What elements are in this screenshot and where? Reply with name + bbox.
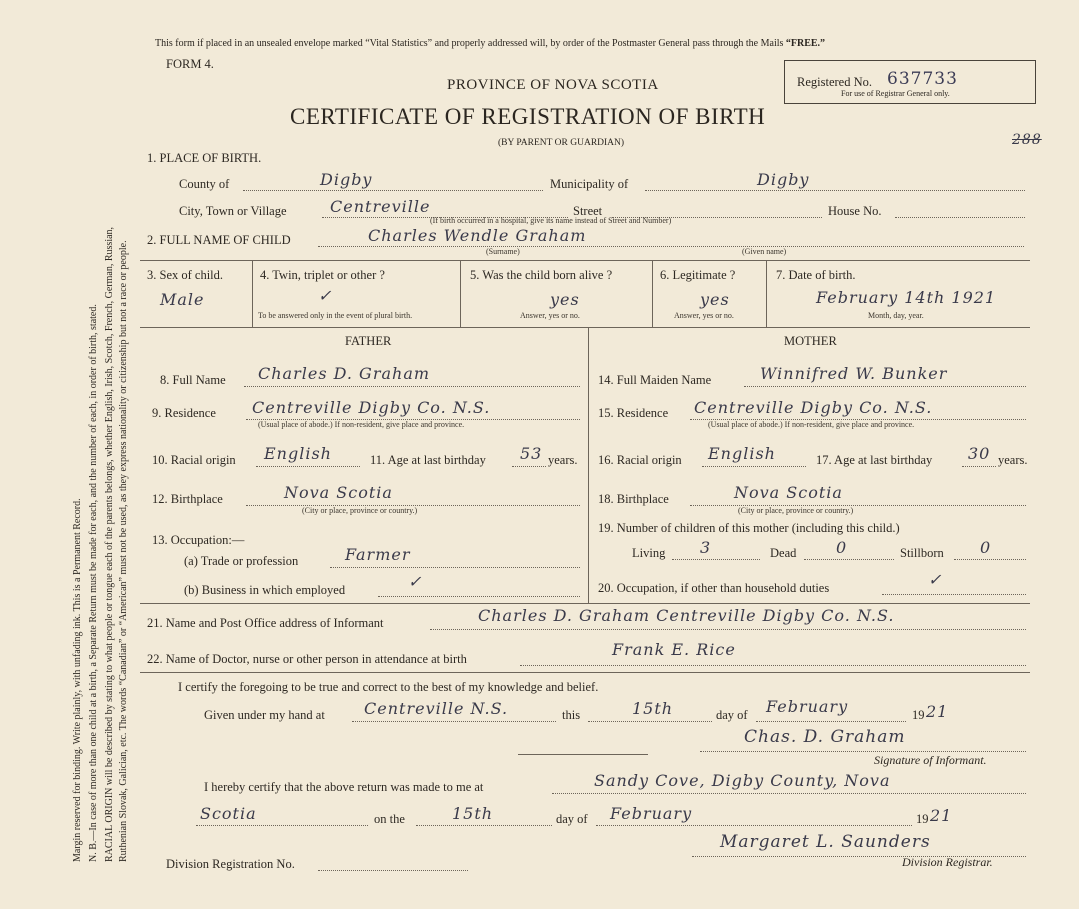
- municipality-value: Digby: [757, 170, 810, 189]
- registrar-place-value: Sandy Cove, Digby County, Nova: [594, 771, 891, 790]
- mother-age-label: 17. Age at last birthday: [816, 453, 933, 467]
- mother-occupation-value: ✓: [928, 570, 943, 589]
- registered-number: 637733: [887, 69, 958, 89]
- children-count-label: 19. Number of children of this mother (including this child.): [598, 521, 900, 535]
- this-label: this: [562, 708, 581, 722]
- certify-month-value: February: [766, 697, 849, 716]
- mother-race-value: English: [708, 444, 776, 463]
- registrar-place-value-cont: Scotia: [200, 804, 257, 823]
- father-years-label: years.: [548, 453, 578, 467]
- mother-occupation-label: 20. Occupation, if other than household duties: [598, 581, 830, 595]
- stillborn-label: Stillborn: [900, 546, 944, 560]
- informant-signature: Chas. D. Graham: [744, 727, 906, 747]
- dead-label: Dead: [770, 546, 797, 560]
- hospital-note: (If birth occurred in a hospital, give its name instead of Street and Number): [430, 216, 672, 225]
- registrar-on-label: on the: [374, 812, 405, 826]
- father-age-label: 11. Age at last birthday: [370, 453, 486, 467]
- mother-years-label: years.: [998, 453, 1028, 467]
- informant-value: Charles D. Graham Centreville Digby Co. N.S.: [478, 606, 895, 625]
- alive-value: yes: [550, 290, 580, 309]
- registered-label: Registered No.: [797, 75, 872, 89]
- surname-note: (Surname): [486, 247, 520, 256]
- registrar-day-value: 15th: [452, 804, 494, 823]
- father-name-value: Charles D. Graham: [258, 364, 431, 383]
- living-value: 3: [700, 538, 712, 557]
- side-note-racial-origin-cont: Ruthenian Slovak, Galician, etc. The words “Canadian” or “American” must not be used, as they express nationality or citizenship but not a race or people.: [118, 240, 129, 862]
- city-value: Centreville: [330, 197, 431, 216]
- father-trade-value: Farmer: [345, 545, 411, 564]
- county-value: Digby: [320, 170, 373, 189]
- father-residence-label: 9. Residence: [152, 406, 216, 420]
- side-note-binding: Margin reserved for binding. Write plainly, with unfading ink. This is a Permanent Record.: [72, 498, 83, 862]
- legitimate-value: yes: [700, 290, 730, 309]
- child-name-label: 2. FULL NAME OF CHILD: [147, 233, 291, 247]
- street-label: Street: [573, 204, 603, 218]
- province-heading: PROVINCE OF NOVA SCOTIA: [447, 77, 659, 93]
- father-age-value: 53: [520, 444, 543, 463]
- municipality-label: Municipality of: [550, 177, 629, 191]
- sex-label: 3. Sex of child.: [147, 268, 224, 282]
- father-residence-note: (Usual place of abode.) If non-resident, give place and province.: [258, 420, 465, 429]
- registrar-year-value: 21: [930, 806, 953, 825]
- dead-value: 0: [836, 538, 848, 557]
- father-business-label: (b) Business in which employed: [184, 583, 346, 597]
- father-race-value: English: [264, 444, 332, 463]
- legitimate-note: Answer, yes or no.: [674, 311, 734, 320]
- father-residence-value: Centreville Digby Co. N.S.: [252, 398, 491, 417]
- postal-notice-free: “FREE.”: [785, 38, 826, 49]
- given-name-note: (Given name): [742, 247, 787, 256]
- father-race-label: 10. Racial origin: [152, 453, 236, 467]
- registrar-year-prefix: 19: [916, 812, 929, 826]
- mother-age-value: 30: [968, 444, 991, 463]
- mother-birthplace-label: 18. Birthplace: [598, 492, 669, 506]
- registrar-signature-label: Division Registrar.: [902, 855, 993, 869]
- certify-day-value: 15th: [632, 699, 674, 718]
- sex-value: Male: [160, 290, 205, 309]
- certificate-subtitle: (BY PARENT OR GUARDIAN): [498, 138, 625, 148]
- mother-residence-value: Centreville Digby Co. N.S.: [694, 398, 933, 417]
- registrar-month-value: February: [610, 804, 693, 823]
- place-section-label: 1. PLACE OF BIRTH.: [147, 151, 262, 165]
- father-birthplace-note: (City or place, province or country.): [302, 506, 418, 515]
- legitimate-label: 6. Legitimate ?: [660, 268, 736, 282]
- alive-note: Answer, yes or no.: [520, 311, 580, 320]
- mother-birthplace-note: (City or place, province or country.): [738, 506, 854, 515]
- mother-name-label: 14. Full Maiden Name: [598, 373, 712, 387]
- mother-birthplace-value: Nova Scotia: [734, 483, 843, 502]
- doctor-value: Frank E. Rice: [612, 640, 736, 659]
- child-name-value: Charles Wendle Graham: [368, 226, 587, 245]
- postal-notice-text: This form if placed in an unsealed envelope marked “Vital Statistics” and properly addressed will, by order of the Postmaster General pass through the Mails: [155, 38, 784, 49]
- father-heading: FATHER: [345, 334, 392, 348]
- alive-label: 5. Was the child born alive ?: [470, 268, 613, 282]
- father-trade-label: (a) Trade or profession: [184, 554, 299, 568]
- father-birthplace-value: Nova Scotia: [284, 483, 393, 502]
- corner-mark: 288: [1012, 132, 1042, 148]
- county-label: County of: [179, 177, 230, 191]
- twin-value: ✓: [318, 286, 333, 305]
- registrar-dayof-label: day of: [556, 812, 588, 826]
- given-place-value: Centreville N.S.: [364, 699, 509, 718]
- twin-label: 4. Twin, triplet or other ?: [260, 268, 385, 282]
- twin-note: To be answered only in the event of plural birth.: [258, 311, 413, 320]
- living-label: Living: [632, 546, 666, 560]
- certify-year-prefix: 19: [912, 708, 925, 722]
- form-number: FORM 4.: [166, 57, 214, 71]
- mother-heading: MOTHER: [784, 334, 837, 348]
- father-occupation-label: 13. Occupation:—: [152, 533, 245, 547]
- father-name-label: 8. Full Name: [160, 373, 226, 387]
- mother-residence-note: (Usual place of abode.) If non-resident, give place and province.: [708, 420, 915, 429]
- dob-label: 7. Date of birth.: [776, 268, 856, 282]
- house-label: House No.: [828, 204, 882, 218]
- side-note-racial-origin: RACIAL ORIGIN will be described by stating to what people or tongue each of the parents belongs, whether English, Irish, Scotch, French, German, Russian,: [104, 226, 115, 862]
- postal-notice: [155, 38, 825, 49]
- side-note-multiple-births: N. B.—In case of more than one child at a birth, a Separate Return must be made for each, and the number of each, in order of birth, stated.: [88, 304, 99, 862]
- mother-name-value: Winnifred W. Bunker: [760, 364, 948, 383]
- father-business-value: ✓: [408, 572, 423, 591]
- mother-race-label: 16. Racial origin: [598, 453, 682, 467]
- doctor-label: 22. Name of Doctor, nurse or other person in attendance at birth: [147, 652, 467, 666]
- given-under-label: Given under my hand at: [204, 708, 325, 722]
- certify-statement: I certify the foregoing to be true and correct to the best of my knowledge and belief.: [178, 680, 599, 694]
- certificate-title: CERTIFICATE OF REGISTRATION OF BIRTH: [290, 104, 766, 129]
- registrar-signature: Margaret L. Saunders: [720, 832, 931, 852]
- mother-residence-label: 15. Residence: [598, 406, 669, 420]
- registrar-statement: I hereby certify that the above return was made to me at: [204, 780, 484, 794]
- father-birthplace-label: 12. Birthplace: [152, 492, 223, 506]
- dob-note: Month, day, year.: [868, 311, 924, 320]
- city-label: City, Town or Village: [179, 204, 287, 218]
- registrar-only-note: For use of Registrar General only.: [841, 89, 950, 98]
- division-registration-label: Division Registration No.: [166, 857, 295, 871]
- certify-dayof-label: day of: [716, 708, 748, 722]
- stillborn-value: 0: [980, 538, 992, 557]
- certify-year-value: 21: [926, 702, 949, 721]
- informant-label: 21. Name and Post Office address of Informant: [147, 616, 384, 630]
- registration-box: [784, 60, 1036, 104]
- informant-signature-label: Signature of Informant.: [874, 753, 987, 767]
- dob-value: February 14th 1921: [816, 288, 997, 307]
